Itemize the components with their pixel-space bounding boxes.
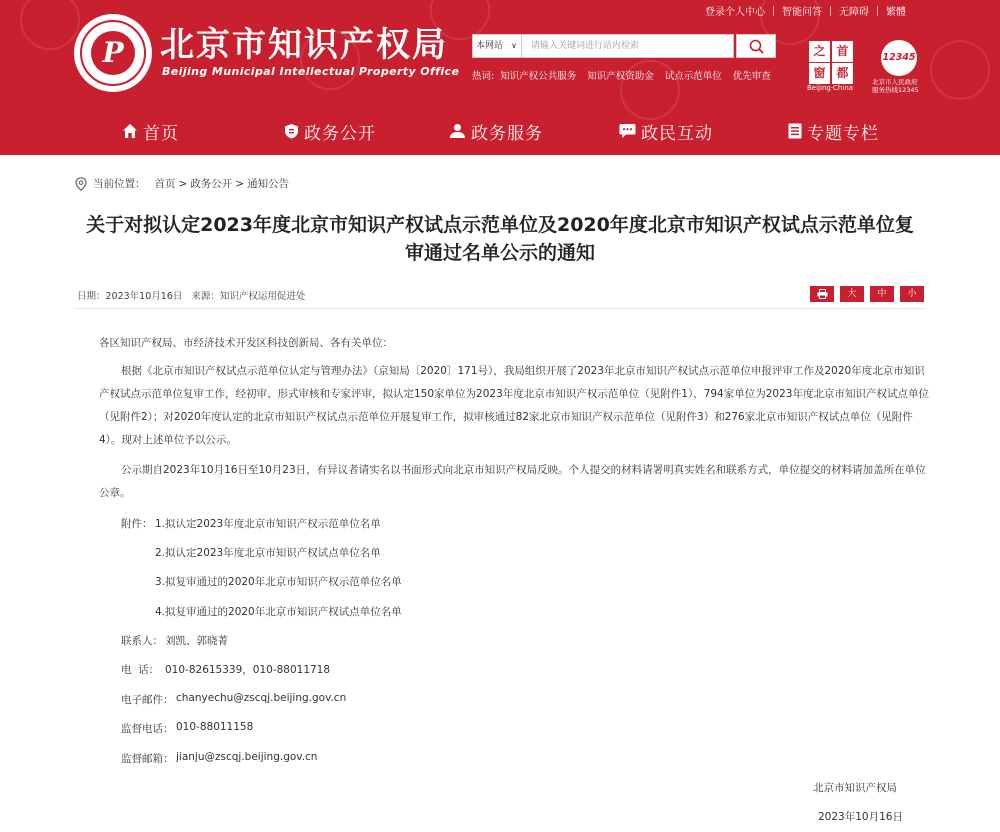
emblem-glyph: P <box>91 31 135 75</box>
badge-char: 首 <box>832 41 853 62</box>
font-small-button[interactable]: 小 <box>900 286 924 302</box>
login-link[interactable]: 登录个人中心 <box>705 7 765 18</box>
hotline-number: 12345 <box>881 40 917 76</box>
article-title-line: 审通过名单公示的通知 <box>404 242 595 264</box>
attachments-label: 附件： <box>121 518 153 530</box>
badge-caption: Beijing·China <box>807 84 854 92</box>
article-source: 来源：知识产权运用促进处 <box>191 291 306 302</box>
hotword-link[interactable]: 优先审查 <box>732 71 771 82</box>
hotwords-label: 热词: <box>472 71 495 82</box>
salutation: 各区知识产权局、市经济技术开发区科技创新局、各有关单位： <box>99 337 393 349</box>
publish-date: 日期：2023年10月16日 <box>77 291 183 302</box>
attachment-link[interactable]: 1.拟认定2023年度北京市知识产权示范单位名单 <box>155 518 381 530</box>
contact-value: 刘凯、郭晓菁 <box>165 635 228 647</box>
attachment-link[interactable]: 3.拟复审通过的2020年北京市知识产权示范单位名单 <box>155 576 402 588</box>
main-nav <box>0 107 1000 155</box>
printer-icon <box>817 289 828 299</box>
contact-label: 联系人： <box>121 635 163 647</box>
body-paragraph: 根据《北京市知识产权试点示范单位认定与管理办法》（京知局〔2020〕171号），我局组织开展了2023年北京市知识产权试点示范单位申报评审工作及2020年度北京市知识产权试点示范单位复审工作，经初审、形式审核和专家评审，拟认定150家单位为2023年度北京市知识产权示范单位（见附件1），794家单位为2023年度北京市知识产权试点单位（见附件2）；对2020年度认定的北京市知识产权试点示范单位开展复审工作，拟审核通过82家北京市知识产权示范单位（见附件3）和276家北京市知识产权试点单位（见附件4）。现对上述单位予以公示。 <box>99 365 929 446</box>
contact-email[interactable]: chanyechu@zscqj.beijing.gov.cn <box>176 692 347 704</box>
breadcrumb <box>75 176 289 191</box>
signature-date: 2023年10月16日 <box>818 811 903 823</box>
contact-label: 电子邮件： <box>121 694 174 706</box>
article-title <box>40 211 960 267</box>
nav-item-government-affairs[interactable] <box>284 107 376 155</box>
contact-label: 监督电话： <box>121 723 174 735</box>
badge-char: 都 <box>832 63 853 84</box>
search-input[interactable]: 请输入关键词进行站内检索 <box>522 34 734 58</box>
article-title-line: 关于对拟认定2023年度北京市知识产权试点示范单位及2020年度北京市知识产权试点示范单位复 <box>86 214 914 236</box>
search-button[interactable] <box>736 34 776 58</box>
contact-email[interactable]: jianju@zscqj.beijing.gov.cn <box>176 751 318 763</box>
nav-label: 专题专栏 <box>807 123 879 144</box>
shield-icon <box>284 123 299 139</box>
office-emblem-logo[interactable] <box>74 14 152 92</box>
article-tools <box>810 286 924 302</box>
breadcrumb-affairs-link[interactable]: 政务公开 <box>190 178 233 190</box>
site-subtitle: Beijing Municipal Intellectual Property Office <box>162 65 460 78</box>
accessibility-link[interactable]: 无障碍 <box>839 7 869 18</box>
breadcrumb-separator: > <box>235 177 245 190</box>
home-icon <box>122 123 138 139</box>
search-bar <box>472 34 776 58</box>
article-meta <box>77 288 311 302</box>
site-header <box>0 0 1000 155</box>
nav-item-home[interactable] <box>122 107 179 155</box>
badge-char: 之 <box>809 41 830 62</box>
user-service-icon <box>449 123 466 139</box>
chat-icon <box>619 123 636 139</box>
nav-label: 首页 <box>143 123 179 144</box>
signature: 北京市知识产权局 <box>813 782 897 794</box>
nav-item-special-topics[interactable] <box>788 107 879 155</box>
chevron-down-icon: ∨ <box>511 41 517 50</box>
badge-char: 窗 <box>809 63 830 84</box>
print-button[interactable] <box>810 286 834 302</box>
nav-label: 政务公开 <box>304 123 376 144</box>
nav-item-interaction[interactable] <box>619 107 713 155</box>
nav-label: 政民互动 <box>641 123 713 144</box>
hotline-caption: 北京市人民政府 <box>872 78 918 86</box>
contact-label: 电 话： <box>121 664 160 676</box>
site-title[interactable]: 北京市知识产权局 <box>160 25 448 65</box>
top-links <box>697 3 914 18</box>
hotline-caption: 服务热线12345 <box>872 86 919 94</box>
breadcrumb-label: 当前位置： <box>93 178 146 190</box>
smart-qa-link[interactable]: 智能问答 <box>782 7 822 18</box>
contact-value: 010-88011158 <box>176 721 254 733</box>
hotword-link[interactable]: 知识产权公共服务 <box>500 71 577 82</box>
hotword-link[interactable]: 知识产权资助金 <box>587 71 654 82</box>
list-document-icon <box>788 123 802 139</box>
font-large-button[interactable]: 大 <box>840 286 864 302</box>
contact-value: 010-82615339，010-88011718 <box>165 664 331 676</box>
attachment-link[interactable]: 4.拟复审通过的2020年北京市知识产权试点单位名单 <box>155 606 402 618</box>
location-pin-icon <box>75 177 87 191</box>
title-divider <box>75 308 925 309</box>
attachment-link[interactable]: 2.拟认定2023年度北京市知识产权试点单位名单 <box>155 547 381 559</box>
hot-keywords <box>472 68 782 82</box>
font-medium-button[interactable]: 中 <box>870 286 894 302</box>
search-icon <box>749 39 764 54</box>
nav-item-government-services[interactable] <box>449 107 543 155</box>
hotline-12345-badge[interactable] <box>872 40 928 92</box>
hotword-link[interactable]: 试点示范单位 <box>664 71 722 82</box>
traditional-chinese-link[interactable]: 繁體 <box>886 7 906 18</box>
nav-label: 政务服务 <box>471 123 543 144</box>
search-scope-select[interactable]: 本网站 ∨ <box>472 34 522 58</box>
breadcrumb-notices-link[interactable]: 通知公告 <box>247 178 290 190</box>
body-paragraph: 公示期自2023年10月16日至10月23日，有异议者请实名以书面形式向北京市知识产权局反映。个人提交的材料请署明真实姓名和联系方式，单位提交的材料请加盖所在单位公章。 <box>99 464 926 499</box>
breadcrumb-separator: > <box>178 177 188 190</box>
capital-window-badge[interactable] <box>809 41 855 91</box>
contact-label: 监督邮箱： <box>121 753 174 765</box>
breadcrumb-home-link[interactable]: 首页 <box>154 178 176 190</box>
